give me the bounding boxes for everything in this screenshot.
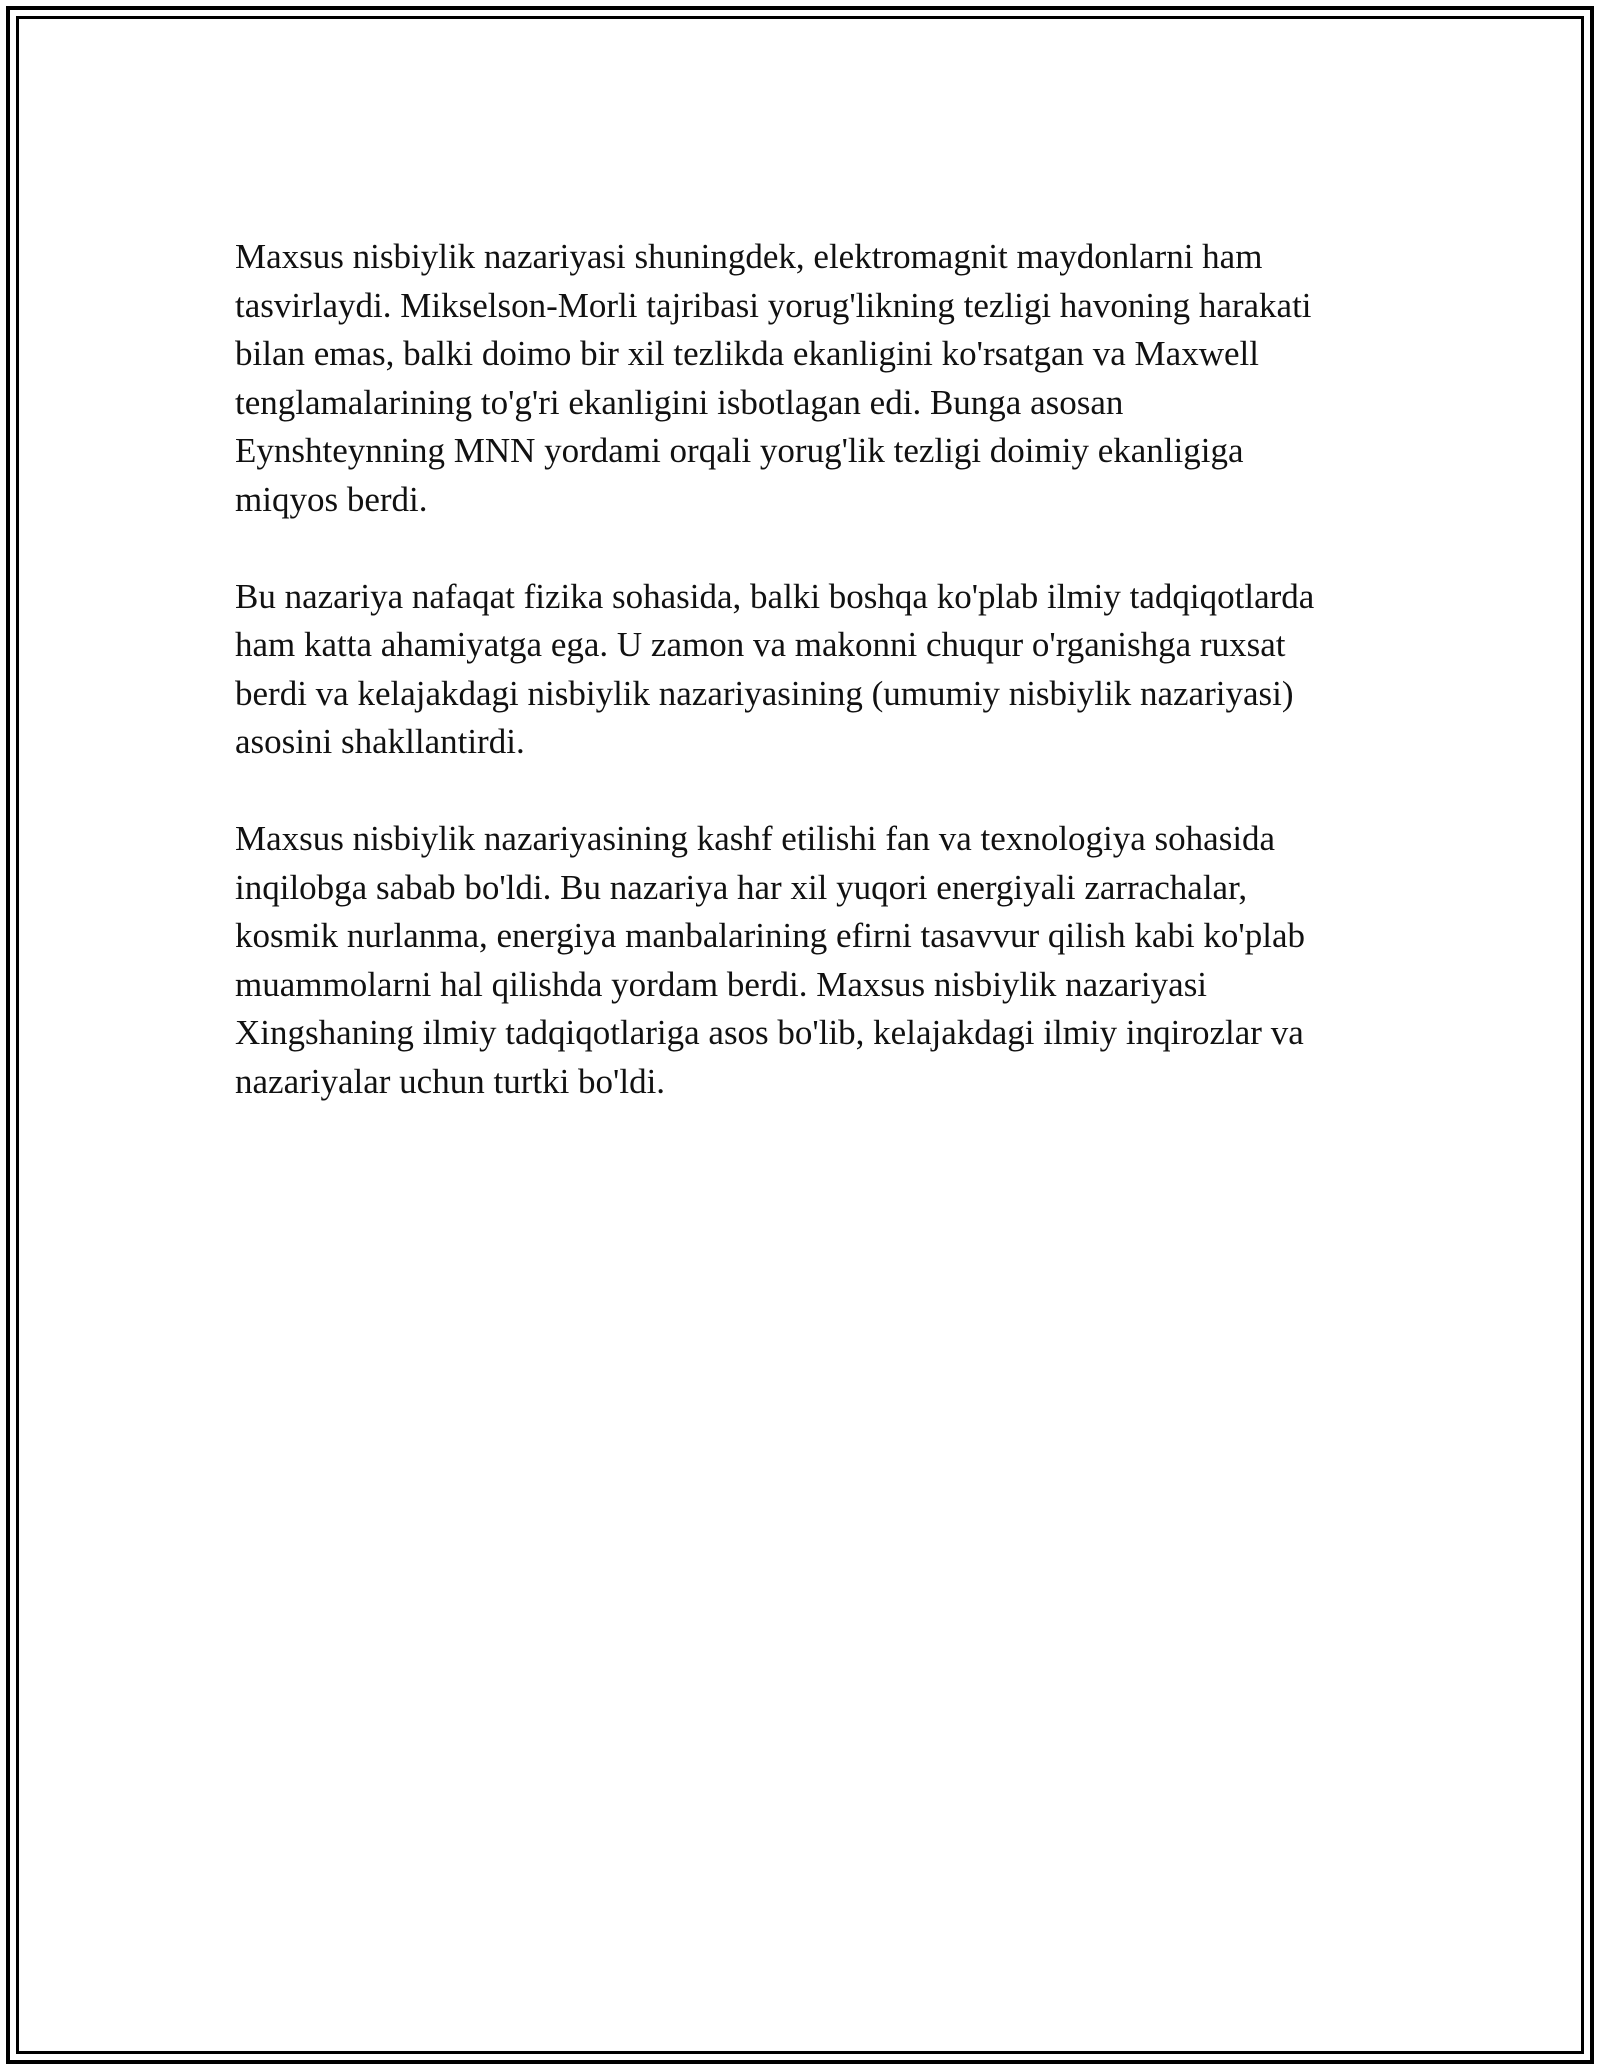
document-body <box>235 233 1375 1155</box>
paragraph-3: Maxsus nisbiylik nazariyasining kashf etilishi fan va texnologiya sohasida inqilobga sabab bo'ldi. Bu nazariya har xil yuqori energiyali zarrachalar, kosmik nurlanma, energiya manbalarining efirni tasavvur qilish kabi ko'plab muammolarni hal qilishda yordam berdi. Maxsus nisbiylik nazariyasi Xingshaning ilmiy tadqiqotlariga asos bo'lib, kelajakdagi ilmiy inqirozlar va nazariyalar uchun turtki bo'ldi. <box>235 819 1305 1101</box>
paragraph-1: Maxsus nisbiylik nazariyasi shuningdek, elektromagnit maydonlarni ham tasvirlaydi. Mikselson-Morli tajribasi yorug'likning tezligi havoning harakati bilan emas, balki doimo bir xil tezlikda ekanligini ko'rsatgan va Maxwell tenglamalarining to'g'ri ekanligini isbotlagan edi. Bunga asosan Eynshteynning MNN yordami orqali yorug'lik tezligi doimiy ekanligiga miqyos berdi. <box>235 237 1312 519</box>
paragraph-2: Bu nazariya nafaqat fizika sohasida, balki boshqa ko'plab ilmiy tadqiqotlarda ham katta ahamiyatga ega. U zamon va makonni chuqur o'rganishga ruxsat berdi va kelajakdagi nisbiylik nazariyasining (umumiy nisbiylik nazariyasi) asosini shakllantirdi. <box>235 576 1315 761</box>
